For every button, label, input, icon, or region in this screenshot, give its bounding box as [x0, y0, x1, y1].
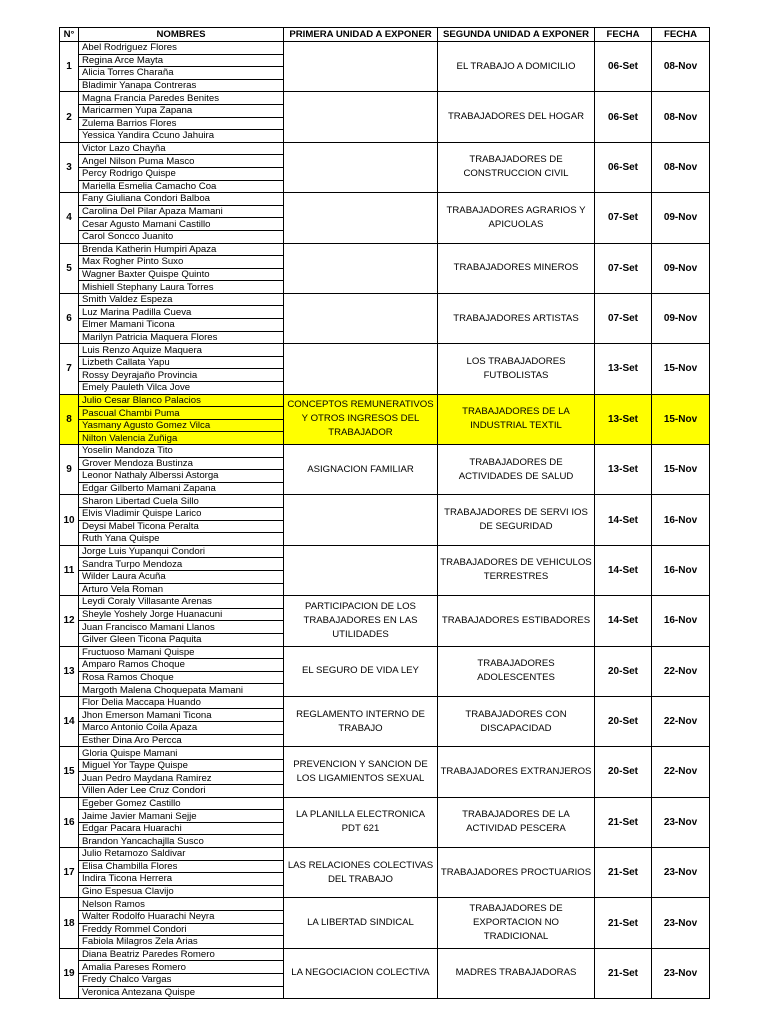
member-name: Regina Arce Mayta — [79, 54, 284, 67]
member-name: Egeber Gomez Castillo — [79, 797, 284, 810]
member-name: Zulema Barrios Flores — [79, 117, 284, 130]
member-name: Sheyle Yoshely Jorge Huanacuni — [79, 608, 284, 621]
second-unit-topic: TRABAJADORES DE VEHICULOS TERRESTRES — [438, 545, 595, 595]
first-date: 21-Set — [595, 848, 652, 898]
group-number: 19 — [60, 948, 79, 998]
member-name: Leydi Coraly Villasante Arenas — [79, 596, 284, 609]
first-date: 07-Set — [595, 243, 652, 293]
first-date: 06-Set — [595, 92, 652, 142]
group-number: 18 — [60, 898, 79, 948]
second-date: 09-Nov — [652, 243, 710, 293]
second-unit-topic: TRABAJADORES DE LA ACTIVIDAD PESCERA — [438, 797, 595, 847]
first-date: 07-Set — [595, 193, 652, 243]
second-date: 16-Nov — [652, 545, 710, 595]
first-unit-topic: PARTICIPACION DE LOS TRABAJADORES EN LAS UTILIDADES — [284, 596, 438, 646]
first-unit-topic — [284, 92, 438, 142]
member-name: Luis Renzo Aquize Maquera — [79, 344, 284, 357]
first-date: 21-Set — [595, 797, 652, 847]
second-unit-topic: TRABAJADORES DE LA INDUSTRIAL TEXTIL — [438, 394, 595, 444]
group-number: 16 — [60, 797, 79, 847]
group-number: 1 — [60, 42, 79, 92]
group-number: 11 — [60, 545, 79, 595]
member-name: Mariella Esmelia Camacho Coa — [79, 180, 284, 193]
first-unit-topic — [284, 42, 438, 92]
first-unit-topic: LA NEGOCIACION COLECTIVA — [284, 948, 438, 998]
header-names: NOMBRES — [79, 28, 284, 42]
member-name: Percy Rodrigo Quispe — [79, 167, 284, 180]
member-name: Jhon Emerson Mamani Ticona — [79, 709, 284, 722]
second-date: 08-Nov — [652, 142, 710, 192]
member-name: Amalia Pareses Romero — [79, 961, 284, 974]
table-row — [60, 797, 710, 810]
second-unit-topic: TRABAJADORES DE ACTIVIDADES DE SALUD — [438, 445, 595, 495]
first-unit-topic — [284, 545, 438, 595]
member-name: Jaime Javier Mamani Sejje — [79, 810, 284, 823]
header-number: N° — [60, 28, 79, 42]
table-row — [60, 193, 710, 206]
table-row — [60, 243, 710, 256]
member-name: Marilyn Patricia Maquera Flores — [79, 331, 284, 344]
member-name: Nelson Ramos — [79, 898, 284, 911]
second-unit-topic: TRABAJADORES PROCTUARIOS — [438, 848, 595, 898]
group-number: 12 — [60, 596, 79, 646]
member-name: Miguel Yor Taype Quispe — [79, 759, 284, 772]
second-unit-topic: MADRES TRABAJADORAS — [438, 948, 595, 998]
group-number: 2 — [60, 92, 79, 142]
member-name: Luz Marina Padilla Cueva — [79, 306, 284, 319]
member-name: Wagner Baxter Quispe Quinto — [79, 268, 284, 281]
member-name: Brandon Yancachajlla Susco — [79, 835, 284, 848]
member-name: Alicia Torres Charaña — [79, 67, 284, 80]
header-first-unit: PRIMERA UNIDAD A EXPONER — [284, 28, 438, 42]
group-number: 15 — [60, 747, 79, 797]
first-date: 13-Set — [595, 344, 652, 394]
second-date: 16-Nov — [652, 596, 710, 646]
member-name: Julio Retamozo Saldivar — [79, 848, 284, 861]
member-name: Magna Francia Paredes Benites — [79, 92, 284, 105]
second-date: 22-Nov — [652, 696, 710, 746]
second-date: 08-Nov — [652, 42, 710, 92]
member-name: Walter Rodolfo Huarachi Neyra — [79, 910, 284, 923]
first-unit-topic: PREVENCION Y SANCION DE LOS LIGAMIENTOS SEXUAL — [284, 747, 438, 797]
member-name: Fructuoso Mamani Quispe — [79, 646, 284, 659]
second-date: 15-Nov — [652, 344, 710, 394]
schedule-body — [60, 42, 710, 999]
first-date: 14-Set — [595, 596, 652, 646]
member-name: Sharon Libertad Cuela Sillo — [79, 495, 284, 508]
member-name: Cesar Agusto Mamani Castillo — [79, 218, 284, 231]
member-name: Esther Dina Aro Percca — [79, 734, 284, 747]
second-unit-topic: LOS TRABAJADORES FUTBOLISTAS — [438, 344, 595, 394]
second-date: 08-Nov — [652, 92, 710, 142]
second-unit-topic: TRABAJADORES ADOLESCENTES — [438, 646, 595, 696]
first-date: 20-Set — [595, 747, 652, 797]
member-name: Fredy Chalco Vargas — [79, 973, 284, 986]
member-name: Juan Francisco Mamani Llanos — [79, 621, 284, 634]
first-unit-topic: REGLAMENTO INTERNO DE TRABAJO — [284, 696, 438, 746]
first-date: 06-Set — [595, 142, 652, 192]
second-date: 09-Nov — [652, 293, 710, 343]
group-number: 10 — [60, 495, 79, 545]
table-row — [60, 42, 710, 55]
member-name: Gloria Quispe Mamani — [79, 747, 284, 760]
member-name: Carol Soncco Juanito — [79, 230, 284, 243]
second-unit-topic: TRABAJADORES MINEROS — [438, 243, 595, 293]
first-unit-topic — [284, 193, 438, 243]
second-date: 22-Nov — [652, 747, 710, 797]
group-number: 13 — [60, 646, 79, 696]
member-name: Bladimir Yanapa Contreras — [79, 79, 284, 92]
member-name: Elisa Chambilla Flores — [79, 860, 284, 873]
member-name: Jorge Luis Yupanqui Condori — [79, 545, 284, 558]
member-name: Brenda Katherin Humpiri Apaza — [79, 243, 284, 256]
second-date: 15-Nov — [652, 445, 710, 495]
second-date: 23-Nov — [652, 848, 710, 898]
member-name: Sandra Turpo Mendoza — [79, 558, 284, 571]
member-name: Smith Valdez Espeza — [79, 293, 284, 306]
schedule-table — [59, 27, 710, 999]
first-date: 14-Set — [595, 545, 652, 595]
group-number: 3 — [60, 142, 79, 192]
member-name: Angel Nilson Puma Masco — [79, 155, 284, 168]
member-name: Lizbeth Callata Yapu — [79, 356, 284, 369]
member-name: Maricarmen Yupa Zapana — [79, 104, 284, 117]
second-date: 23-Nov — [652, 797, 710, 847]
table-row — [60, 142, 710, 155]
table-row — [60, 898, 710, 911]
member-name: Leonor Nathaly Alberssi Astorga — [79, 470, 284, 483]
member-name: Elvis Vladimir Quispe Larico — [79, 507, 284, 520]
table-row — [60, 495, 710, 508]
second-date: 15-Nov — [652, 394, 710, 444]
member-name: Mishiell Stephany Laura Torres — [79, 281, 284, 294]
member-name: Diana Beatriz Paredes Romero — [79, 948, 284, 961]
member-name: Victor Lazo Chayña — [79, 142, 284, 155]
member-name: Rossy Deyrajaño Provincia — [79, 369, 284, 382]
second-unit-topic: TRABAJADORES DE SERVI IOS DE SEGURIDAD — [438, 495, 595, 545]
first-unit-topic: LA LIBERTAD SINDICAL — [284, 898, 438, 948]
member-name: Juan Pedro Maydana Ramirez — [79, 772, 284, 785]
header-row — [60, 28, 710, 42]
table-row — [60, 445, 710, 458]
table-row — [60, 92, 710, 105]
second-unit-topic: EL TRABAJO A DOMICILIO — [438, 42, 595, 92]
second-unit-topic: TRABAJADORES EXTRANJEROS — [438, 747, 595, 797]
table-row — [60, 394, 710, 407]
member-name: Yessica Yandira Ccuno Jahuira — [79, 130, 284, 143]
member-name: Fabiola Milagros Zela Arias — [79, 936, 284, 949]
member-name: Wilder Laura Acuña — [79, 570, 284, 583]
member-name: Rosa Ramos Choque — [79, 671, 284, 684]
first-unit-topic — [284, 344, 438, 394]
member-name: Freddy Rommel Condori — [79, 923, 284, 936]
second-date: 23-Nov — [652, 898, 710, 948]
first-unit-topic — [284, 495, 438, 545]
member-name: Veronica Antezana Quispe — [79, 986, 284, 999]
second-unit-topic: TRABAJADORES DEL HOGAR — [438, 92, 595, 142]
member-name: Gino Espesua Clavijo — [79, 885, 284, 898]
table-row — [60, 696, 710, 709]
first-unit-topic: CONCEPTOS REMUNERATIVOS Y OTROS INGRESOS DEL TRABAJADOR — [284, 394, 438, 444]
second-unit-topic: TRABAJADORES DE EXPORTACION NO TRADICIONAL — [438, 898, 595, 948]
member-name: Ruth Yana Quispe — [79, 533, 284, 546]
first-unit-topic — [284, 243, 438, 293]
first-unit-topic: ASIGNACION FAMILIAR — [284, 445, 438, 495]
first-date: 13-Set — [595, 394, 652, 444]
first-unit-topic: EL SEGURO DE VIDA LEY — [284, 646, 438, 696]
member-name: Fany Giuliana Condori Balboa — [79, 193, 284, 206]
first-date: 13-Set — [595, 445, 652, 495]
member-name: Pascual Chambi Puma — [79, 407, 284, 420]
table-row — [60, 646, 710, 659]
first-date: 20-Set — [595, 646, 652, 696]
second-unit-topic: TRABAJADORES ARTISTAS — [438, 293, 595, 343]
first-date: 21-Set — [595, 948, 652, 998]
first-unit-topic — [284, 142, 438, 192]
group-number: 17 — [60, 848, 79, 898]
table-row — [60, 293, 710, 306]
member-name: Yasmany Agusto Gomez Vilca — [79, 419, 284, 432]
second-date: 23-Nov — [652, 948, 710, 998]
second-unit-topic: TRABAJADORES CON DISCAPACIDAD — [438, 696, 595, 746]
member-name: Edgar Pacara Huarachi — [79, 822, 284, 835]
first-date: 07-Set — [595, 293, 652, 343]
member-name: Emely Pauleth Vilca Jove — [79, 382, 284, 395]
member-name: Flor Delia Maccapa Huando — [79, 696, 284, 709]
first-unit-topic: LA PLANILLA ELECTRONICA PDT 621 — [284, 797, 438, 847]
member-name: Arturo Vela Roman — [79, 583, 284, 596]
table-row — [60, 747, 710, 760]
first-unit-topic — [284, 293, 438, 343]
table-row — [60, 848, 710, 861]
member-name: Indira Ticona Herrera — [79, 873, 284, 886]
group-number: 8 — [60, 394, 79, 444]
member-name: Max Rogher Pinto Suxo — [79, 256, 284, 269]
group-number: 14 — [60, 696, 79, 746]
member-name: Villen Ader Lee Cruz Condori — [79, 785, 284, 798]
group-number: 6 — [60, 293, 79, 343]
member-name: Edgar Gilberto Mamani Zapana — [79, 482, 284, 495]
first-date: 20-Set — [595, 696, 652, 746]
member-name: Elmer Mamani Ticona — [79, 319, 284, 332]
group-number: 5 — [60, 243, 79, 293]
member-name: Gilver Gleen Ticona Paquita — [79, 633, 284, 646]
first-date: 21-Set — [595, 898, 652, 948]
member-name: Amparo Ramos Choque — [79, 659, 284, 672]
header-date-2: FECHA — [652, 28, 710, 42]
member-name: Nilton Valencia Zuñiga — [79, 432, 284, 445]
table-row — [60, 545, 710, 558]
member-name: Carolina Del Pilar Apaza Mamani — [79, 205, 284, 218]
group-number: 7 — [60, 344, 79, 394]
group-number: 4 — [60, 193, 79, 243]
table-row — [60, 344, 710, 357]
second-date: 22-Nov — [652, 646, 710, 696]
second-unit-topic: TRABAJADORES DE CONSTRUCCION CIVIL — [438, 142, 595, 192]
member-name: Julio Cesar Blanco Palacios — [79, 394, 284, 407]
member-name: Abel Rodriguez Flores — [79, 42, 284, 55]
member-name: Deysi Mabel Ticona Peralta — [79, 520, 284, 533]
member-name: Grover Mendoza Bustinza — [79, 457, 284, 470]
first-unit-topic: LAS RELACIONES COLECTIVAS DEL TRABAJO — [284, 848, 438, 898]
group-number: 9 — [60, 445, 79, 495]
member-name: Margoth Malena Choquepata Mamani — [79, 684, 284, 697]
table-row — [60, 948, 710, 961]
header-second-unit: SEGUNDA UNIDAD A EXPONER — [438, 28, 595, 42]
second-date: 09-Nov — [652, 193, 710, 243]
first-date: 06-Set — [595, 42, 652, 92]
first-date: 14-Set — [595, 495, 652, 545]
member-name: Yoselin Mandoza Tito — [79, 445, 284, 458]
member-name: Marco Antonio Coila Apaza — [79, 722, 284, 735]
second-date: 16-Nov — [652, 495, 710, 545]
header-date-1: FECHA — [595, 28, 652, 42]
table-row — [60, 596, 710, 609]
second-unit-topic: TRABAJADORES AGRARIOS Y APICUOLAS — [438, 193, 595, 243]
second-unit-topic: TRABAJADORES ESTIBADORES — [438, 596, 595, 646]
